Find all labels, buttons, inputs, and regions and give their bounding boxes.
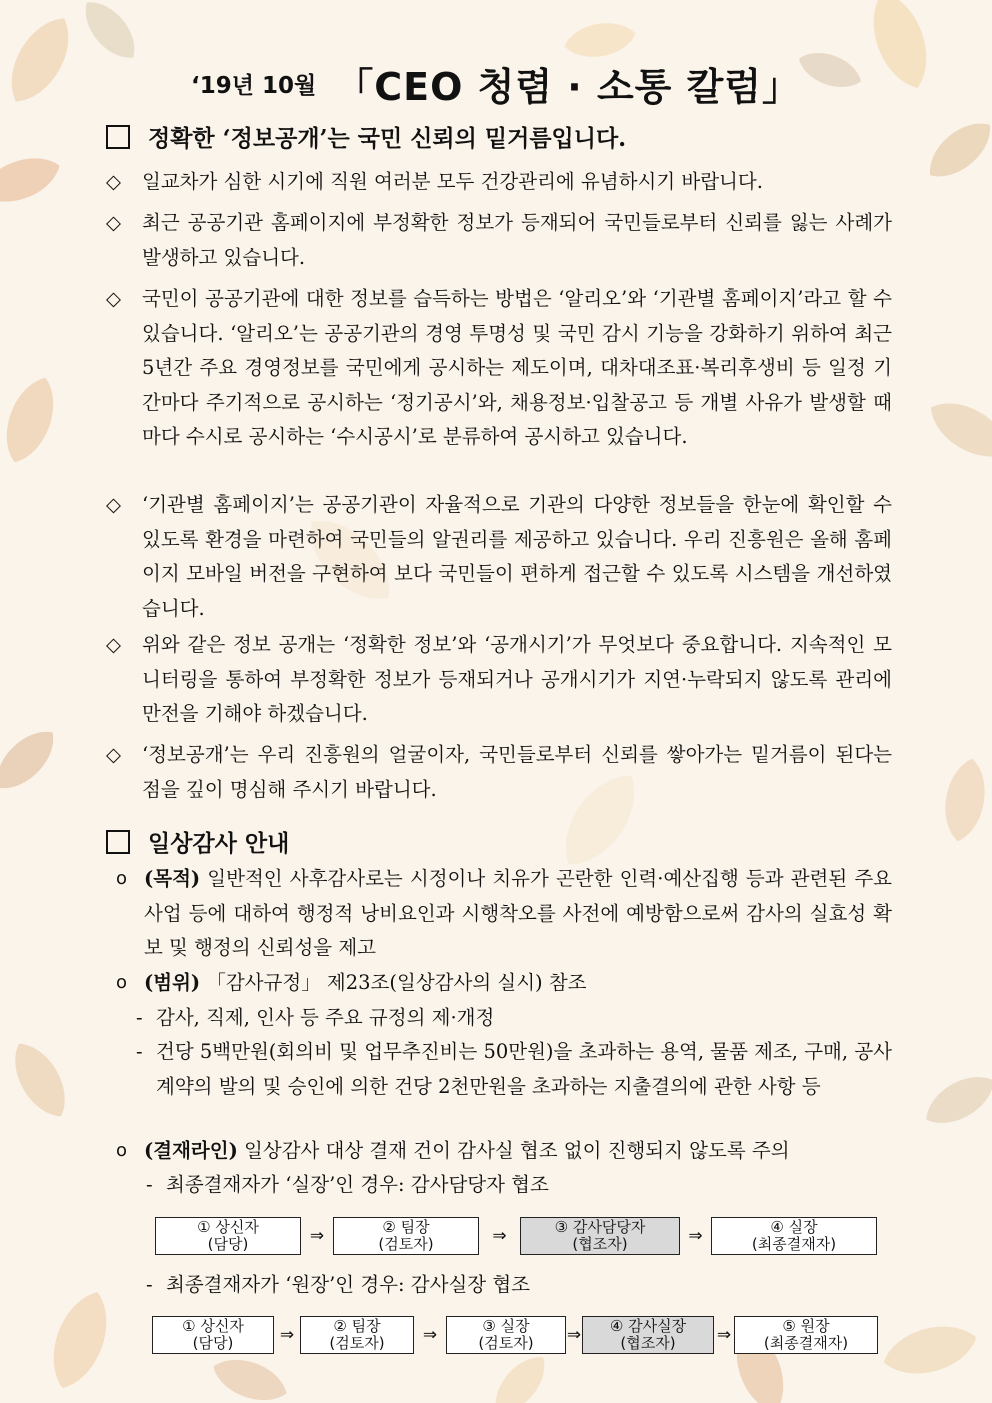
diamond-icon: ◇ [106,170,121,193]
flow-step-duty: (검토자) [378,1235,434,1253]
section2-heading [106,825,289,858]
scope-text: 「감사규정」 제23조(일상감사의 실시) 참조 [206,971,587,994]
case2-text: 최종결재자가 ‘원장’인 경우: 감사실장 협조 [166,1273,530,1296]
purpose-text: 일반적인 사후감사로는 시정이나 치유가 곤란한 인력·예산집행 등과 관련된 주요 사업 등에 대하여 행정적 낭비요인과 시행착오를 사전에 예방함으로써 감사의 실효성 확보 및 행정의 신뢰성을 제고 [144,867,892,960]
section1-heading [106,120,626,153]
section1-paragraph [106,738,892,807]
dash-marker: - [136,1006,143,1029]
paragraph-text: 국민이 공공기관에 대한 정보를 습득하는 방법은 ‘알리오’와 ‘기관별 홈페이지’라고 할 수 있습니다. ‘알리오’는 공공기관의 경영 투명성 및 국민 감시 기능을 강화하기 위하여 최근 5년간 주요 경영정보를 국민에게 공시하는 제도이며, 대차대조표·복리후생비 등 일정 기간마다 주기적으로 공시하는 ‘정기공시’와, 채용정보·입찰공고 등 개별 사유가 발생할 때마다 수시로 공시하는 ‘수시공시’로 분류하여 공시하고 있습니다. [142,287,892,449]
purpose-item [116,862,892,966]
arrow-right-icon: ⇒ [422,1325,438,1345]
flow-step-duty: (검토자) [478,1334,534,1352]
case2-line [146,1268,902,1303]
arrow-right-icon: ⇒ [566,1325,582,1345]
flow-step-role: ③ 감사담당자 [554,1218,646,1236]
bullet-circle-icon: o [116,868,128,889]
diamond-icon: ◇ [106,493,121,516]
scope-item [116,966,892,1001]
scope-subitem-text: 감사, 직제, 인사 등 주요 규정의 제·개정 [156,1006,495,1029]
title-main: 「CEO 청렴 · 소통 칼럼」 [335,65,802,109]
page-title [0,56,992,111]
scope-subitem [136,1035,892,1104]
dash-marker: - [146,1273,153,1296]
flow-step-duty: (최종결재자) [751,1235,837,1253]
diamond-icon: ◇ [106,287,121,310]
section1-paragraph [106,206,892,275]
flow-step [734,1316,878,1354]
flow-step-role: ② 팀장 [382,1218,430,1236]
flow-step [446,1316,566,1354]
section1-heading-text: 정확한 ‘정보공개’는 국민 신뢰의 밑거름입니다. [148,125,627,152]
bullet-circle-icon: o [116,972,128,993]
paragraph-text: 일교차가 심한 시기에 직원 여러분 모두 건강관리에 유념하시기 바랍니다. [142,170,763,193]
flow-step-duty: (담당) [192,1334,234,1352]
arrow-right-icon: ⇒ [492,1226,507,1246]
approval-line-text: 일상감사 대상 결재 건이 감사실 협조 없이 진행되지 않도록 주의 [244,1139,790,1162]
flow-step-role: ① 상신자 [197,1218,259,1236]
paragraph-text: ‘기관별 홈페이지’는 공공기관이 자율적으로 기관의 다양한 정보들을 한눈에 확인할 수 있도록 환경을 마련하여 국민들의 알권리를 제공하고 있습니다. 우리 진흥원은 올해 홈페이지 모바일 버전을 구현하여 보다 국민들이 편하게 접근할 수 있도록 시스템을 개선하였습니다. [142,493,892,620]
paragraph-text: 최근 공공기관 홈페이지에 부정확한 정보가 등재되어 국민들로부터 신뢰를 잃는 사례가 발생하고 있습니다. [142,211,892,269]
flow-step-duty: (협조자) [620,1334,676,1352]
section1-paragraph [106,628,892,732]
approval-line-item [116,1134,892,1169]
section1-paragraph [106,488,892,626]
title-date: ‘19년 10월 [190,73,317,99]
section1-paragraph [106,165,892,200]
approval-flow-1 [155,1217,877,1255]
section2-heading-text: 일상감사 안내 [148,830,290,857]
checkbox-square-icon [106,830,130,854]
flow-step-duty: (검토자) [329,1334,385,1352]
flow-step-duty: (담당) [207,1235,249,1253]
case1-text: 최종결재자가 ‘실장’인 경우: 감사담당자 협조 [166,1173,549,1196]
scope-label: (범위) [144,971,201,994]
flow-step [300,1316,414,1354]
arrow-right-icon: ⇒ [716,1325,732,1345]
flow-step [155,1217,301,1255]
flow-step-highlight [520,1217,680,1255]
flow-step [333,1217,479,1255]
checkbox-square-icon [106,125,130,149]
paragraph-text: ‘정보공개’는 우리 진흥원의 얼굴이자, 국민들로부터 신뢰를 쌓아가는 밑거름이 된다는 점을 깊이 명심해 주시기 바랍니다. [142,743,892,801]
approval-flow-2 [152,1316,878,1354]
flow-step-highlight [582,1316,714,1354]
flow-step-role: ④ 실장 [770,1218,818,1236]
flow-step-role: ① 상신자 [182,1317,244,1335]
purpose-label: (목적) [144,867,201,890]
flow-step-role: ④ 감사실장 [609,1317,687,1335]
flow-step-duty: (협조자) [572,1235,628,1253]
flow-step [152,1316,274,1354]
diamond-icon: ◇ [106,743,121,766]
arrow-right-icon: ⇒ [309,1226,325,1246]
dash-marker: - [136,1040,143,1063]
flow-step-duty: (최종결재자) [763,1334,849,1352]
arrow-right-icon: ⇒ [279,1325,295,1345]
case1-line [146,1168,902,1203]
flow-step-role: ③ 실장 [482,1317,530,1335]
flow-step-role: ⑤ 원장 [782,1317,830,1335]
scope-subitem-text: 건당 5백만원(회의비 및 업무추진비는 50만원)을 초과하는 용역, 물품 제조, 구매, 공사계약의 발의 및 승인에 의한 건당 2천만원을 초과하는 지출결의에 관한 사항 등 [156,1040,892,1098]
paragraph-text: 위와 같은 정보 공개는 ‘정확한 정보’와 ‘공개시기’가 무엇보다 중요합니다. 지속적인 모니터링을 통하여 부정확한 정보가 등재되거나 공개시기가 지연·누락되지 않도록 관리에 만전을 기해야 하겠습니다. [142,633,892,726]
diamond-icon: ◇ [106,211,121,234]
diamond-icon: ◇ [106,633,121,656]
section1-paragraph [106,282,892,455]
approval-line-label: (결재라인) [144,1139,238,1162]
flow-step [711,1217,877,1255]
arrow-right-icon: ⇒ [688,1226,703,1246]
dash-marker: - [146,1173,153,1196]
flow-step-role: ② 팀장 [333,1317,381,1335]
bullet-circle-icon: o [116,1140,128,1161]
scope-subitem [136,1001,892,1036]
